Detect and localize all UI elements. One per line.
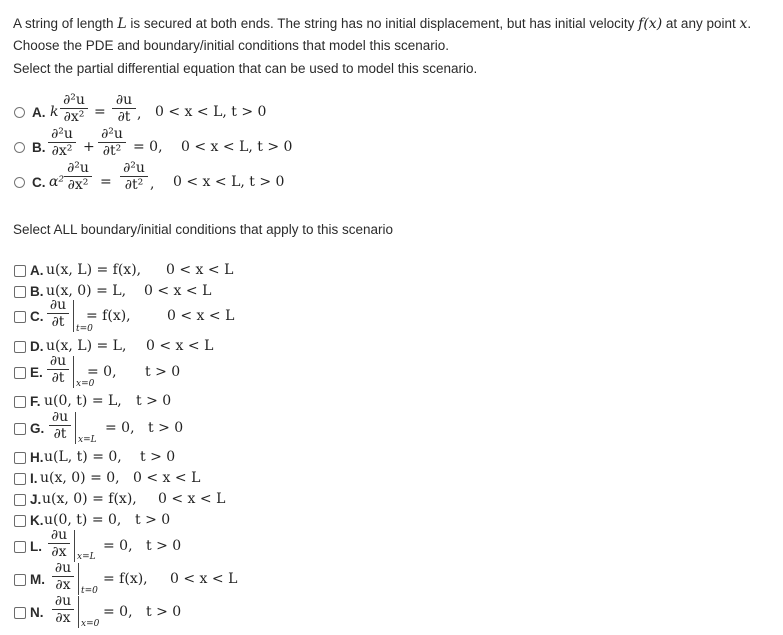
condition-j-checkbox[interactable] [14, 494, 26, 506]
condition-h-expr: u(L, t) = 0, [44, 449, 122, 465]
condition-e-rhs: = 0, [87, 364, 117, 380]
condition-e-eval-bar [73, 356, 74, 388]
condition-a-label: A. [30, 263, 44, 278]
condition-l-domain: t > 0 [146, 538, 182, 554]
condition-h-label: H. [30, 450, 44, 465]
condition-g-fraction [49, 410, 71, 441]
pde-b-op: + [83, 139, 95, 155]
intro-text-c: at any point [662, 16, 740, 31]
pde-c-lhs-fraction [64, 161, 92, 192]
condition-m-eval-bar [78, 563, 79, 595]
condition-c-fraction [47, 298, 69, 329]
condition-l-sub: x=L [77, 552, 96, 562]
condition-e-label: E. [30, 365, 43, 380]
condition-l-fraction [48, 528, 70, 559]
condition-g-sub: x=L [78, 435, 97, 445]
condition-l-checkbox[interactable] [14, 541, 26, 553]
condition-c-num: ∂u [49, 297, 67, 313]
condition-i-expr: u(x, 0) = 0, [40, 470, 120, 486]
condition-g-domain: t > 0 [148, 420, 184, 436]
pde-option-b-radio[interactable] [14, 142, 25, 153]
condition-n-checkbox[interactable] [14, 607, 26, 619]
condition-e-domain: t > 0 [145, 364, 181, 380]
pde-b-lhs-den: ∂x² [51, 143, 73, 159]
condition-f-domain: t > 0 [136, 393, 172, 409]
condition-a-expr: u(x, L) = f(x), [46, 262, 142, 278]
condition-l-num: ∂u [50, 527, 68, 543]
question-line-1 [13, 13, 773, 35]
intro-text-d: . [747, 16, 752, 31]
condition-m-checkbox[interactable] [14, 574, 26, 586]
condition-h-checkbox[interactable] [14, 452, 26, 464]
condition-c-label: C. [30, 309, 44, 324]
condition-m-fraction [52, 561, 74, 592]
pde-a-rhs-num: ∂u [115, 92, 133, 108]
condition-f-checkbox[interactable] [14, 396, 26, 408]
pde-c-tail: , [150, 176, 155, 192]
question-line-2: Choose the PDE and boundary/initial conditions that model this scenario. [13, 38, 450, 53]
condition-e-sub: x=0 [76, 379, 95, 389]
pde-option-a-label: A. [32, 105, 46, 120]
condition-e-checkbox[interactable] [14, 367, 26, 379]
condition-l-rhs: = 0, [103, 538, 133, 554]
pde-b-tail: = 0, [133, 139, 163, 155]
condition-d-domain: 0 < x < L [146, 338, 214, 354]
pde-c-domain: 0 < x < L, t > 0 [173, 174, 285, 190]
condition-l-den: ∂x [51, 544, 67, 560]
condition-e-num: ∂u [49, 353, 67, 369]
condition-m-sub: t=0 [81, 586, 98, 596]
condition-i-label: I. [30, 471, 38, 486]
condition-j-label: J. [30, 492, 42, 507]
condition-k-domain: t > 0 [135, 512, 171, 528]
condition-n-rhs: = 0, [103, 604, 133, 620]
condition-b-expr: u(x, 0) = L, [46, 283, 127, 299]
intro-text-a: A string of length [13, 16, 118, 31]
condition-i-domain: 0 < x < L [133, 470, 201, 486]
condition-n-den: ∂x [55, 610, 71, 626]
condition-b-checkbox[interactable] [14, 286, 26, 298]
condition-m-label: M. [30, 572, 45, 587]
condition-e-den: ∂t [51, 370, 65, 386]
intro-text-b: is secured at both ends. The string has no initial displacement, but has initial velocity [126, 16, 639, 31]
intro-var-L: L [117, 16, 127, 32]
pde-a-tail: , [137, 106, 142, 122]
condition-h-domain: t > 0 [140, 449, 176, 465]
condition-i-checkbox[interactable] [14, 473, 26, 485]
condition-n-label: N. [30, 605, 44, 620]
pde-prompt: Select the partial differential equation that can be used to model this scenario. [13, 61, 478, 76]
condition-c-eval-bar [73, 300, 74, 332]
pde-a-lhs-num: ∂²u [63, 92, 85, 108]
condition-l-eval-bar [74, 530, 75, 562]
condition-m-rhs: = f(x), [103, 571, 148, 587]
condition-n-domain: t > 0 [146, 604, 182, 620]
pde-c-lhs-den: ∂x² [67, 177, 89, 193]
condition-c-sub: t=0 [76, 324, 93, 334]
pde-option-a-radio[interactable] [14, 107, 25, 118]
condition-e-fraction [47, 354, 69, 385]
question-text [13, 13, 773, 79]
condition-j-domain: 0 < x < L [158, 491, 226, 507]
condition-f-label: F. [30, 394, 41, 409]
pde-a-lhs-fraction [60, 93, 88, 124]
condition-c-den: ∂t [51, 314, 65, 330]
condition-k-label: K. [30, 513, 44, 528]
pde-a-lhs-den: ∂x² [63, 109, 85, 125]
condition-m-domain: 0 < x < L [170, 571, 238, 587]
condition-c-rhs: = f(x), [86, 308, 131, 324]
pde-a-coef: k [50, 104, 59, 120]
pde-option-c-label: C. [32, 175, 46, 190]
condition-m-den: ∂x [55, 577, 71, 593]
condition-g-label: G. [30, 421, 45, 436]
pde-b-rhs-den: ∂t² [102, 143, 122, 159]
condition-f-expr: u(0, t) = L, [44, 393, 122, 409]
intro-var-x: x [739, 16, 748, 32]
pde-c-op: = [100, 174, 112, 190]
pde-b-rhs-num: ∂²u [101, 126, 123, 142]
condition-g-checkbox[interactable] [14, 423, 26, 435]
pde-a-op: = [94, 104, 106, 120]
condition-d-expr: u(x, L) = L, [46, 338, 127, 354]
pde-a-rhs-den: ∂t [117, 109, 131, 125]
condition-b-label: B. [30, 284, 44, 299]
pde-c-rhs-den: ∂t² [124, 177, 144, 193]
condition-d-checkbox[interactable] [14, 341, 26, 353]
condition-c-checkbox[interactable] [14, 311, 26, 323]
intro-func-f: f(x) [638, 16, 663, 32]
condition-g-num: ∂u [51, 409, 69, 425]
condition-g-eval-bar [75, 412, 76, 444]
pde-c-rhs-num: ∂²u [123, 160, 145, 176]
pde-option-c-radio[interactable] [14, 177, 25, 188]
pde-b-domain: 0 < x < L, t > 0 [181, 139, 293, 155]
pde-option-b-label: B. [32, 140, 46, 155]
condition-b-domain: 0 < x < L [144, 283, 212, 299]
condition-n-fraction [52, 594, 74, 625]
condition-n-eval-bar [78, 596, 79, 628]
condition-k-checkbox[interactable] [14, 515, 26, 527]
pde-b-lhs-fraction [48, 127, 76, 158]
condition-d-label: D. [30, 339, 44, 354]
pde-b-lhs-num: ∂²u [51, 126, 73, 142]
condition-a-checkbox[interactable] [14, 265, 26, 277]
pde-b-rhs-fraction [98, 127, 126, 158]
condition-n-sub: x=0 [81, 619, 100, 629]
condition-n-num: ∂u [54, 593, 72, 609]
pde-c-lhs-num: ∂²u [67, 160, 89, 176]
condition-l-label: L. [30, 539, 42, 554]
pde-c-rhs-fraction [120, 161, 148, 192]
condition-g-rhs: = 0, [105, 420, 135, 436]
pde-a-domain: 0 < x < L, t > 0 [155, 104, 267, 120]
condition-c-domain: 0 < x < L [167, 308, 235, 324]
pde-a-rhs-fraction [112, 93, 136, 124]
condition-g-den: ∂t [53, 426, 67, 442]
conditions-prompt: Select ALL boundary/initial conditions that apply to this scenario [13, 222, 393, 237]
condition-a-domain: 0 < x < L [166, 262, 234, 278]
condition-k-expr: u(0, t) = 0, [44, 512, 122, 528]
condition-m-num: ∂u [54, 560, 72, 576]
pde-c-coef: α² [49, 174, 65, 190]
condition-j-expr: u(x, 0) = f(x), [42, 491, 137, 507]
